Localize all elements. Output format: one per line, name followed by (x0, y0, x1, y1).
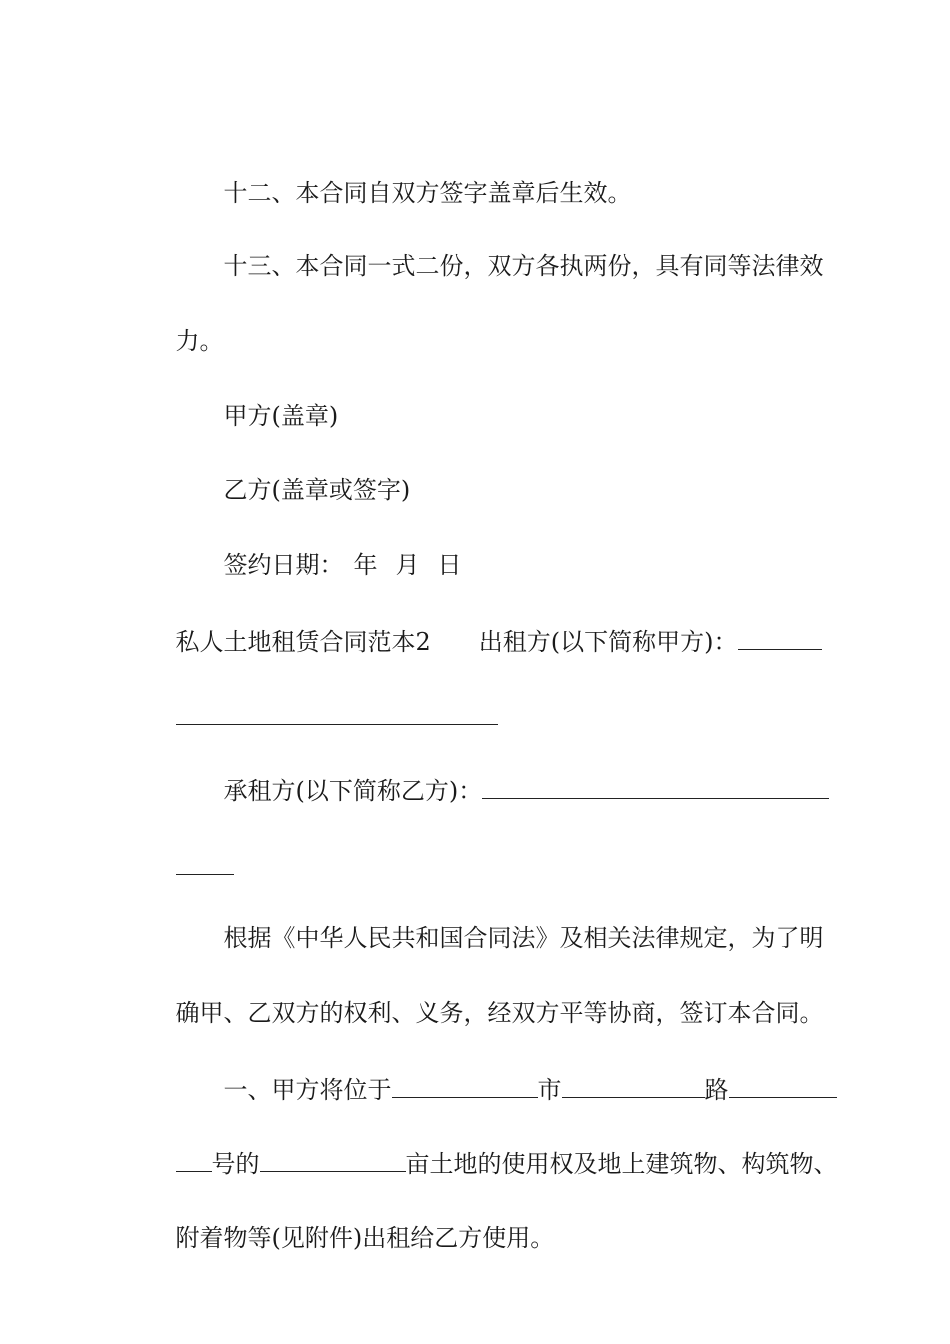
article-1-line3 (145, 1178, 810, 1252)
lessee-line (193, 730, 810, 805)
acre-blank (260, 1143, 406, 1172)
lessee-blank-a (482, 770, 829, 799)
clause-12 (193, 133, 810, 207)
article-1-line2 (145, 1103, 838, 1178)
article-1-text-c: 附着物等(见附件)出租给乙方使用。 (175, 1224, 555, 1252)
article-1-prefix: 一、甲方将位于 (223, 1076, 392, 1104)
lessor-blank-a (738, 621, 822, 650)
party-b-seal-text: 乙方(盖章或签字) (223, 476, 411, 504)
clause-13-text-b: 力。 (175, 327, 224, 355)
article-1-number: 号的 (211, 1150, 260, 1178)
basis-text-b: 确甲、乙双方的权利、义务，经双方平等协商，签订本合同。 (175, 999, 824, 1027)
signing-date (193, 505, 810, 579)
party-a-seal (193, 356, 810, 430)
signing-date-label: 签约日期： (223, 551, 344, 579)
article-1-city: 市 (537, 1076, 562, 1104)
contract-2-title: 私人土地租赁合同范本2 (175, 628, 431, 656)
road-blank (562, 1069, 705, 1098)
number-blank-b (176, 1143, 212, 1172)
article-1-rest: 亩土地的使用权及地上建筑物、构筑物、 (405, 1150, 838, 1178)
clause-13-line2 (145, 281, 810, 355)
clause-13-text-a: 十三、本合同一式二份，双方各执两份，具有同等法律效 (223, 252, 824, 280)
lessor-label: 出租方(以下简称甲方)： (478, 628, 738, 656)
clause-13-line1 (193, 206, 824, 280)
number-blank-a (729, 1069, 837, 1098)
lessor-blank-line (145, 656, 810, 696)
party-b-seal (193, 430, 810, 504)
signing-date-year: 年 (353, 551, 378, 579)
lessor-blank-b (176, 696, 498, 725)
clause-12-text: 十二、本合同自双方签字盖章后生效。 (223, 179, 632, 207)
city-blank (392, 1069, 538, 1098)
contract-2-heading (145, 581, 810, 656)
basis-line2 (145, 953, 824, 1027)
article-1-road: 路 (704, 1076, 729, 1104)
basis-line1 (193, 878, 824, 952)
lessee-label: 承租方(以下简称乙方)： (223, 777, 483, 805)
party-a-seal-text: 甲方(盖章) (223, 402, 339, 430)
basis-text-a: 根据《中华人民共和国合同法》及相关法律规定，为了明 (223, 924, 824, 952)
signing-date-month: 月 (395, 551, 420, 579)
article-1-line1 (193, 1029, 810, 1104)
signing-date-day: 日 (437, 551, 462, 579)
lessee-blank-line (145, 806, 810, 846)
lessee-blank-b (176, 846, 234, 875)
